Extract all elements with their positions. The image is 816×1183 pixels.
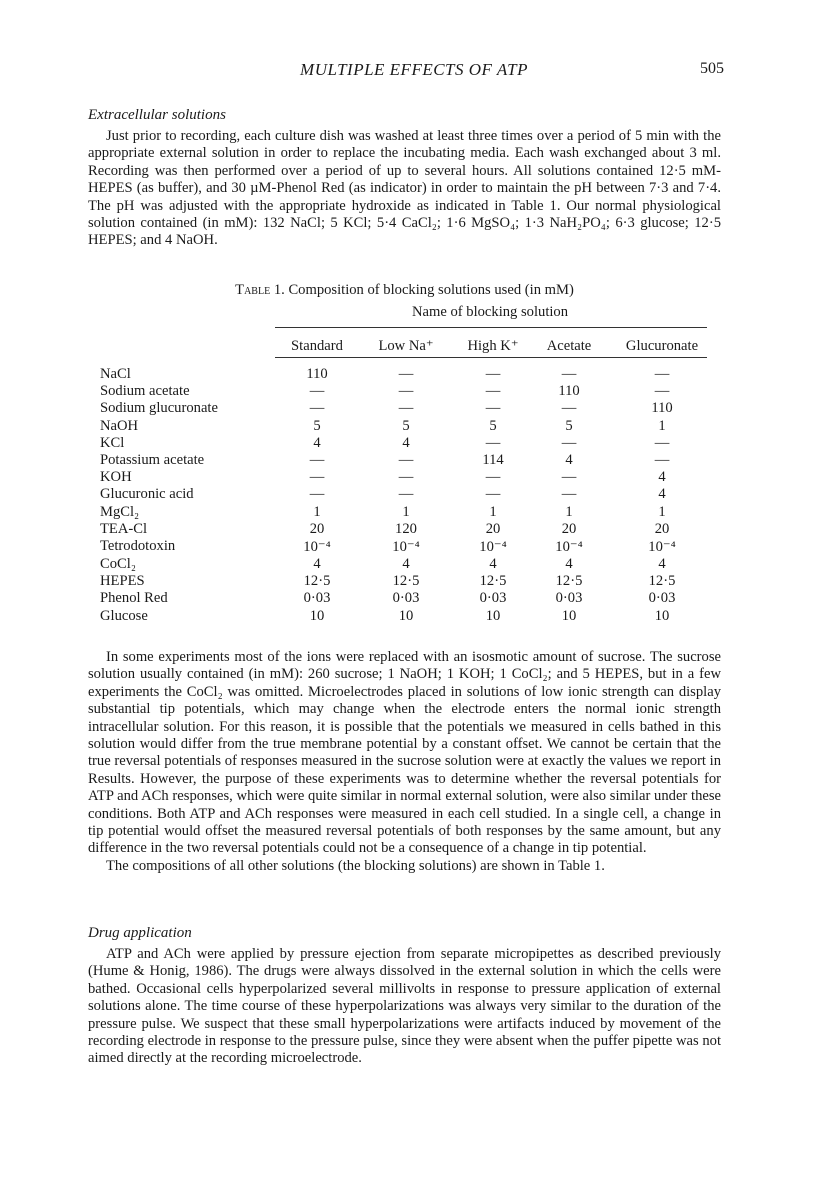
table-cell: 10⁻⁴ [648,538,676,555]
table-cell: — [485,383,501,400]
table-cell: — [398,400,414,417]
table-cell: 0·03 [392,590,420,607]
table-row [100,366,722,383]
table-cell: 1 [489,503,497,520]
paragraph-text: The compositions of all other solutions (the blocking solutions) are shown in Table 1. [106,857,605,874]
table-cell: 120 [395,520,417,537]
table-cell: 1 [658,417,666,434]
table-top-rule [275,327,707,328]
row-label: KOH [100,469,132,486]
row-label: KCl [100,434,125,451]
table-cell: 5 [313,417,321,434]
table-row [100,556,722,573]
table-cell: — [309,469,325,486]
row-label: Tetrodotoxin [100,538,176,555]
table-row [100,504,722,521]
running-title: MULTIPLE EFFECTS OF ATP [300,60,528,79]
table-cell: 10 [398,607,414,624]
table-cell: 1 [402,503,410,520]
table-row [100,400,722,417]
table-cell: 12·5 [392,573,420,590]
table-row [100,538,722,556]
table-row [100,469,722,486]
table-cell: — [561,366,577,383]
table-cell: 0·03 [648,590,676,607]
table-cell: 4 [658,469,666,486]
table-cell: 1 [658,503,666,520]
table-cell: 114 [482,452,504,469]
table-cell: 1 [313,503,321,520]
table-cell: — [309,486,325,503]
table-cell: 10 [309,607,325,624]
table-cell: 12·5 [555,573,583,590]
column-header: Standard [291,337,343,354]
paragraph-text: ATP and ACh were applied by pressure ejection from separate micropipettes as described previously (Hume & Honig, 1986). The drugs were always dissolved in the external solution in which the cells were bathed. Occasional cells hyperpolarized several millivolts in response to pressure application of external solutions alone. The time course of these hyperpolarizations was always very similar to the duration of the pressure pulse. We suspect that these small hyperpolarizations were artifacts induced by movement of the recording electrode in response to the pressure pulse, since they were absent when the puffer pipette was not aimed directly at the recording microelectrode. [88,946,721,1067]
column-header: High K⁺ [467,338,519,354]
table-cell: 5 [402,417,410,434]
table-row [100,486,722,503]
table-cell: 20 [561,520,577,537]
table-caption-label: Table 1. [235,282,285,298]
table-cell: — [309,383,325,400]
table-cell: — [398,486,414,503]
section-heading-drug: Drug application [88,925,192,941]
table-cell: — [485,434,501,451]
table-cell: — [398,383,414,400]
row-label: NaCl [100,366,131,383]
table-cell: 110 [558,383,580,400]
row-label: Phenol Red [100,590,168,607]
table-cell: 5 [565,417,573,434]
paragraph-drug [88,946,721,1068]
table-cell: 10⁻⁴ [303,538,331,555]
table-cell: 12·5 [479,573,507,590]
table-cell: — [561,469,577,486]
table-cell: — [398,469,414,486]
row-label: TEA-Cl [100,520,148,537]
table-cell: 4 [313,434,321,451]
table-cell: — [485,486,501,503]
table-cell: 4 [402,434,410,451]
table-cell: 20 [485,520,501,537]
table-cell: 4 [565,452,573,469]
table-cell: — [309,400,325,417]
table-cell: 10 [561,607,577,624]
paragraph-text: In some experiments most of the ions were replaced with an isosmotic amount of sucrose. The sucrose solution usually contained (in mM): 260 sucrose; 1 NaOH; 1 KOH; 1 CoCl₂; and 5 HEPES, but in a few experiments the CoCl₂ was omitted. Microelectrodes placed in solutions of low ionic strength can display substantial tip potentials, which may change when the electrode enters the normal ionic strength intracellular solution. For this reason, it is possible that the potentials we measured in cells bathed in this solution would differ from the true membrane potential by a constant offset. We cannot be certain that the true reversal potentials of responses measured in the sucrose solution were at exactly the values we report in Results. However, the purpose of these experiments was to determine whether the reversal potentials for ATP and ACh responses, which were quite similar in normal external solution, were also similar under these conditions. Both ATP and ACh responses were measured in each cell studied. In a single cell, a change in tip potential would offset the measured reversal potentials of both responses by the same amount, but any difference in the two reversal potentials could not be a consequence of a change in tip potential. [88,649,721,857]
table-cell: — [654,452,670,469]
row-label: Glucose [100,607,148,624]
table-cell: — [654,434,670,451]
table-row [100,452,722,469]
table-cell: — [654,383,670,400]
column-header: Glucuronate [625,337,699,354]
paragraph-extracellular [88,128,721,250]
table-row [100,383,722,400]
table-cell: 0·03 [479,590,507,607]
table-row [100,590,722,607]
table-row [100,521,722,538]
table-subheader: Name of blocking solution [411,304,569,320]
table-cell: 4 [313,555,321,572]
row-label: MgCl₂ [100,503,140,520]
table-cell: 0·03 [303,590,331,607]
table-cell: — [485,366,501,383]
row-label: Sodium glucuronate [100,400,218,417]
table-cell: 12·5 [303,573,331,590]
table-cell: — [398,452,414,469]
table-cell: — [561,486,577,503]
table-cell: — [398,366,414,383]
table-header-row [100,335,722,357]
table-row [100,573,722,590]
table-row [100,435,722,452]
row-label: NaOH [100,417,139,434]
paragraph-sucrose [88,649,721,875]
column-header: Acetate [546,337,592,354]
table-cell: 10⁻⁴ [479,538,507,555]
table-cell: 5 [489,417,497,434]
table-cell: 110 [651,400,673,417]
table-cell: — [561,400,577,417]
table-cell: 12·5 [648,573,676,590]
table-cell: 1 [565,503,573,520]
section-heading-extracellular: Extracellular solutions [88,107,226,123]
table-cell: 110 [306,366,328,383]
blocking-solutions-table [100,335,722,625]
table-cell: 0·03 [555,590,583,607]
table-cell: 20 [309,520,325,537]
row-label: CoCl₂ [100,555,136,572]
row-label: Glucuronic acid [100,486,194,503]
table-cell: — [485,469,501,486]
table-cell: 10 [654,607,670,624]
column-header: Low Na⁺ [378,338,434,354]
row-label: HEPES [100,573,145,590]
row-label: Potassium acetate [100,452,205,469]
table-row [100,607,722,624]
running-header [104,60,724,84]
table-cell: — [485,400,501,417]
table-cell: 20 [654,520,670,537]
table-cell: 10 [485,607,501,624]
table-caption [88,282,721,299]
table-cell: 4 [658,555,666,572]
table-row [100,418,722,435]
paragraph-text: Just prior to recording, each culture dish was washed at least three times over a period of 5 min with the appropriate external solution in order to replace the incubating media. Each wash exchanged about 3 ml. Recording was then performed over a period of up to several hours. All solutions contained 12·5 mM-HEPES (as buffer), and 30 µM-Phenol Red (as indicator) in order to maintain the pH between 7·3 and 7·4. The pH was adjusted with the appropriate hydroxide as indicated in Table 1. Our normal physiological solution contained (in mM): 132 NaCl; 5 KCl; 5·4 CaCl₂; 1·6 MgSO₄; 1·3 NaH₂PO₄; 6·3 glucose; 12·5 HEPES; and 4 NaOH. [88,128,721,249]
page-number: 505 [700,60,724,77]
table-cell: 10⁻⁴ [392,538,420,555]
table-cell: 4 [402,555,410,572]
table-cell: 4 [565,555,573,572]
table-cell: 4 [489,555,497,572]
row-label: Sodium acetate [100,383,190,400]
table-cell: 4 [658,486,666,503]
table-caption-text: Composition of blocking solutions used (in mM) [288,282,574,298]
table-cell: 10⁻⁴ [555,538,583,555]
table-cell: — [654,366,670,383]
table-cell: — [561,434,577,451]
table-cell: — [309,452,325,469]
